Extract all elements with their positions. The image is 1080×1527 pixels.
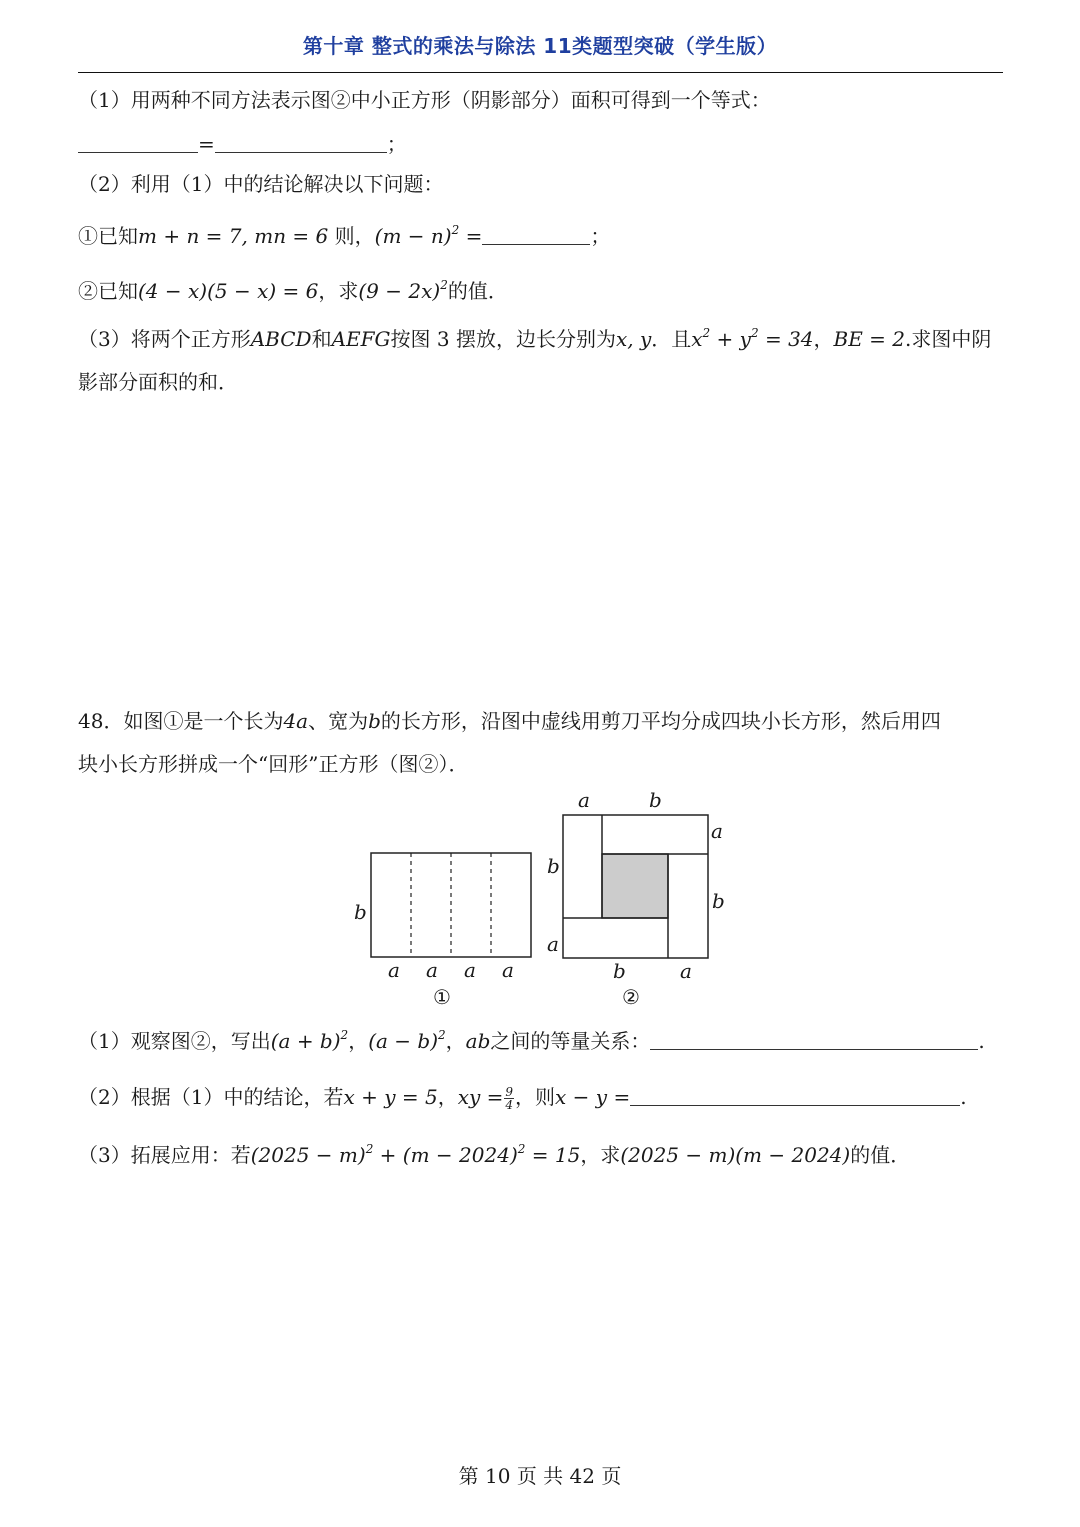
q3-math-be: BE = 2 <box>833 327 906 351</box>
fig2-caption: ② <box>622 985 640 1009</box>
fig1-label-a1: a <box>388 958 400 982</box>
p48-q3-text-c: 的值． <box>850 1143 911 1167</box>
p48-q2-text-b: ， <box>437 1085 458 1109</box>
fraction-denominator: 4 <box>505 1098 514 1112</box>
q2a-equals: = <box>459 224 483 248</box>
semicolon: ； <box>386 132 407 156</box>
q3-math-aefg: AEFG <box>331 327 391 351</box>
p48-q1-answer-blank[interactable] <box>650 1029 978 1050</box>
p48-q2-text-c: ，则 <box>515 1085 556 1109</box>
p48-q3-text-b: ，求 <box>580 1143 621 1167</box>
p48-q2-math-diff: x − y = <box>555 1085 631 1109</box>
q2a-math1: m + n = 7, mn = 6 <box>138 224 329 248</box>
fig1-label-a2: a <box>426 958 438 982</box>
page-header-title: 第十章 整式的乘法与除法 11类题型突破（学生版） <box>302 34 778 58</box>
fig2-label-top-b: b <box>649 788 662 812</box>
fig2-label-right-b: b <box>712 889 725 913</box>
prev-q2b <box>78 277 508 305</box>
p48-math-b: b <box>368 709 381 733</box>
fig2-label-bottom-a: a <box>680 959 692 983</box>
p48-q3-math3: = 15 <box>525 1143 581 1167</box>
prev-q3-line2 <box>78 368 238 396</box>
fig2-label-bottom-b: b <box>613 959 626 983</box>
p48-q3-math1: (2025 − m) <box>250 1143 366 1167</box>
answer-blank-left[interactable] <box>78 132 198 153</box>
p48-math-4a: 4a <box>283 709 309 733</box>
p48-q3 <box>78 1141 910 1169</box>
p48-q1-text-c: ， <box>445 1029 466 1053</box>
equals-sign: = <box>198 132 215 156</box>
p48-intro-a: 48．如图①是一个长为 <box>78 709 284 733</box>
p48-intro-line2 <box>78 750 468 778</box>
fig1-caption: ① <box>433 985 451 1009</box>
q3-text-e: ， <box>813 327 834 351</box>
q2a-exponent: 2 <box>451 223 460 237</box>
prev-q2 <box>78 170 443 198</box>
p48-intro-line1 <box>78 707 941 735</box>
p48-q2-answer-blank[interactable] <box>630 1085 960 1106</box>
q2b-end: 的值． <box>447 279 508 303</box>
q3-exp-x: 2 <box>702 326 711 340</box>
q2b-exponent: 2 <box>440 278 448 292</box>
q2a-mid: 则， <box>334 224 375 248</box>
q2a-answer-blank[interactable] <box>482 224 590 245</box>
fig1-label-b: b <box>354 900 367 924</box>
p48-q2 <box>78 1083 967 1111</box>
p48-q1-math-amb: (a − b) <box>368 1029 438 1053</box>
q3-math-abcd: ABCD <box>250 327 312 351</box>
q2b-math1: (4 − x)(5 − x) = 6 <box>138 279 319 303</box>
q2a-prefix: ①已知 <box>78 224 138 248</box>
prev-q2-text: （2）利用（1）中的结论解决以下问题： <box>78 172 444 196</box>
answer-blank-right[interactable] <box>215 132 387 153</box>
p48-q2-math-sum: x + y = 5 <box>343 1085 438 1109</box>
q3-math-y: + y <box>710 327 751 351</box>
q3-text-c: 按图 3 摆放，边长分别为 <box>390 327 616 351</box>
p48-q3-math2: + (m − 2024) <box>373 1143 518 1167</box>
p48-q2-fraction <box>504 1086 514 1111</box>
p48-q1-text-b: ， <box>348 1029 369 1053</box>
p48-q1 <box>78 1027 985 1055</box>
q3-text-b: 和 <box>311 327 332 351</box>
p48-q1-exp1: 2 <box>340 1028 349 1042</box>
q2a-end: ； <box>590 224 611 248</box>
p48-intro-line2-text: 块小长方形拼成一个“回形”正方形（图②）． <box>78 752 469 776</box>
p48-q1-math-apb: (a + b) <box>270 1029 341 1053</box>
p48-q1-math-ab: ab <box>465 1029 491 1053</box>
p48-q3-math4: (2025 − m)(m − 2024) <box>620 1143 851 1167</box>
fig1-label-a3: a <box>464 958 476 982</box>
fig2-label-left-a: a <box>547 932 559 956</box>
fig2-shaded-square <box>602 854 668 918</box>
fig2-label-left-b: b <box>547 854 560 878</box>
fig1-label-a4: a <box>502 958 514 982</box>
p48-q1-end: . <box>978 1029 985 1053</box>
prev-q1 <box>78 86 771 114</box>
p48-q1-exp2: 2 <box>438 1028 446 1042</box>
q3-text-f: .求图中阴 <box>905 327 992 351</box>
prev-q3-line1 <box>78 325 991 353</box>
fraction-numerator: 9 <box>505 1085 514 1099</box>
prev-q1-answer-line <box>78 130 407 158</box>
p48-q2-text-a: （2）根据（1）中的结论，若 <box>78 1085 344 1109</box>
p48-intro-b: 、宽为 <box>308 709 369 733</box>
prev-q2a <box>78 222 610 250</box>
q3-text-a: （3）将两个正方形 <box>78 327 251 351</box>
p48-q1-text-d: 之间的等量关系： <box>490 1029 651 1053</box>
q3-math-34: = 34 <box>758 327 814 351</box>
q3-math-x: x <box>691 327 703 351</box>
q2b-prefix: ②已知 <box>78 279 138 303</box>
p48-q2-math-xy: xy = <box>457 1085 504 1109</box>
p48-q3-exp1: 2 <box>365 1142 374 1156</box>
p48-q3-text-a: （3）拓展应用：若 <box>78 1143 251 1167</box>
q2b-math2: (9 − 2x) <box>358 279 441 303</box>
p48-q1-text-a: （1）观察图②，写出 <box>78 1029 271 1053</box>
q3-line2-text: 影部分面积的和． <box>78 370 238 394</box>
header-divider <box>78 72 1003 73</box>
q3-exp-y: 2 <box>750 326 759 340</box>
q3-text-d: ．且 <box>651 327 692 351</box>
q2a-math2: (m − n) <box>374 224 452 248</box>
p48-intro-c: 的长方形，沿图中虚线用剪刀平均分成四块小长方形，然后用四 <box>380 709 941 733</box>
fig2-label-top-a: a <box>578 788 590 812</box>
q3-math-xy: x, y <box>615 327 652 351</box>
p48-q3-exp2: 2 <box>517 1142 526 1156</box>
fig2-label-right-a: a <box>711 819 723 843</box>
page-footer: 第 10 页 共 42 页 <box>458 1464 622 1488</box>
p48-q2-end: . <box>960 1085 967 1109</box>
p48-figures <box>340 785 740 1010</box>
prev-q1-text: （1）用两种不同方法表示图②中小正方形（阴影部分）面积可得到一个等式： <box>78 88 771 112</box>
q2b-mid: ，求 <box>318 279 359 303</box>
